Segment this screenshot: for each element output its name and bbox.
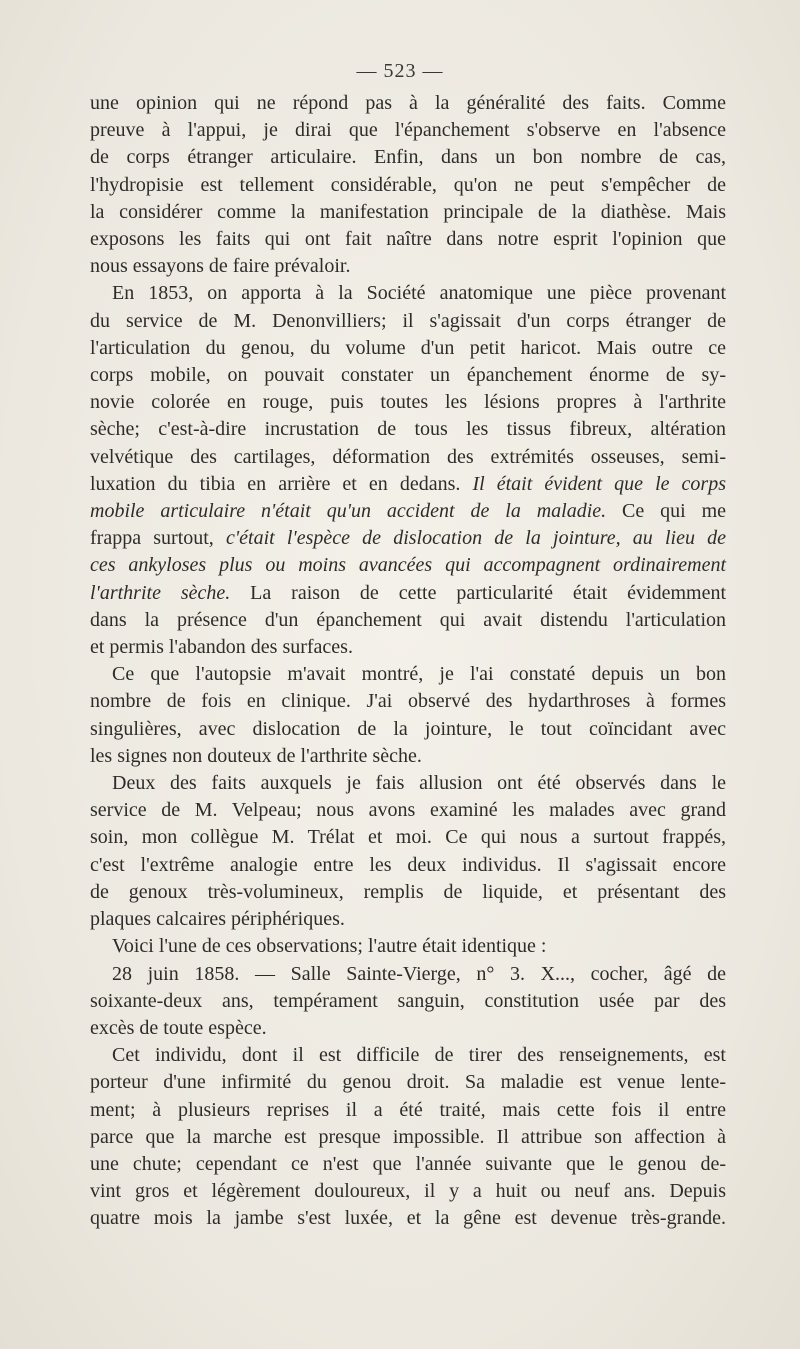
text-line: quatre mois la jambe s'est luxée, et la gêne est devenue très-grande. [90,1207,726,1230]
italic-segment: Il était évident que le corps [472,472,726,495]
text-line: et permis l'abandon des surfaces. [90,636,353,659]
text-line: l'articulation du genou, du volume d'un petit haricot. Mais outre ce [90,336,726,359]
text-line: novie colorée en rouge, puis toutes les lésions propres à l'arthrite [90,391,726,414]
text-line [90,498,726,525]
text-line: plaques calcaires périphériques. [90,908,345,931]
text-line: velvétique des cartilages, déformation des extrémités osseuses, semi- [90,445,726,468]
text-line: de corps étranger articulaire. Enfin, dans un bon nombre de cas, [90,146,726,169]
text-segment: frappa surtout, [90,527,214,550]
text-line: Ce que l'autopsie m'avait montré, je l'ai constaté depuis un bon [112,663,726,686]
text-line: En 1853, on apporta à la Société anatomique une pièce provenant [112,282,726,305]
text-line: dans la présence d'un épanchement qui avait distendu l'articulation [90,608,726,631]
italic-segment: c'était l'espèce de dislocation de la jointure, au lieu de [225,527,726,550]
italic-segment: l'arthrite sèche. [90,581,231,604]
text-line: Voici l'une de ces observations; l'autre était identique : [112,935,547,958]
italic-segment: mobile articulaire n'était qu'un accident de la maladie. [90,500,607,523]
text-line: porteur d'une infirmité du genou droit. Sa maladie est venue lente- [90,1071,726,1094]
text-line: du service de M. Denonvilliers; il s'agissait d'un corps étranger de [90,309,726,332]
text-line: singulières, avec dislocation de la jointure, le tout coïncidant avec [90,717,726,740]
page-number: — 523 — [356,60,444,82]
text-line: ment; à plusieurs reprises il a été traité, mais cette fois il entre [90,1098,726,1121]
text-line: excès de toute espèce. [90,1016,267,1039]
text-line: corps mobile, on pouvait constater un épanchement énorme de sy- [90,364,726,387]
text-segment: La raison de cette particularité était évidemment [250,581,727,604]
text-line: Cet individu, dont il est difficile de tirer des renseignements, est [112,1044,726,1067]
text-line: une opinion qui ne répond pas à la généralité des faits. Comme [90,92,726,114]
italic-segment: ces ankyloses plus ou moins avancées qui accompagnent ordinairement [90,554,726,577]
text-line: les signes non douteux de l'arthrite sèche. [90,744,422,767]
body-text [90,90,726,1233]
text-line: nous essayons de faire prévaloir. [90,255,351,278]
text-line: sèche; c'est-à-dire incrustation de tous les tissus fibreux, altération [90,418,726,441]
text-line: Deux des faits auxquels je fais allusion ont été observés dans le [112,772,726,795]
text-line [90,471,726,498]
text-line: vint gros et légèrement douloureux, il y a huit ou neuf ans. Depuis [90,1180,726,1203]
text-line: c'est l'extrême analogie entre les deux individus. Il s'agissait encore [90,853,726,876]
text-line: preuve à l'appui, je dirai que l'épanchement s'observe en l'absence [90,119,726,142]
text-line: soixante-deux ans, tempérament sanguin, constitution usée par des [90,989,726,1012]
text-line: la considérer comme la manifestation principale de la diathèse. Mais [90,200,726,223]
text-line [90,552,726,579]
text-line: service de M. Velpeau; nous avons examiné les malades avec grand [90,799,726,822]
text-line: 28 juin 1858. — Salle Sainte-Vierge, n° 3. X..., cocher, âgé de [112,962,726,985]
text-line: parce que la marche est presque impossible. Il attribue son affection à [90,1125,726,1148]
text-line [90,580,726,607]
text-line: nombre de fois en clinique. J'ai observé des hydarthroses à formes [90,690,726,713]
text-line: de genoux très-volumineux, remplis de liquide, et présentant des [90,880,726,903]
text-line: exposons les faits qui ont fait naître dans notre esprit l'opinion que [90,228,726,251]
text-line: soin, mon collègue M. Trélat et moi. Ce qui nous a surtout frappés, [90,826,726,849]
text-segment: luxation du tibia en arrière et en dedans. [90,472,461,495]
text-segment: Ce qui me [622,500,727,523]
text-line [90,525,726,552]
text-line: l'hydropisie est tellement considérable, qu'on ne peut s'empêcher de [90,173,726,196]
text-line: une chute; cependant ce n'est que l'année suivante que le genou de- [90,1152,726,1175]
